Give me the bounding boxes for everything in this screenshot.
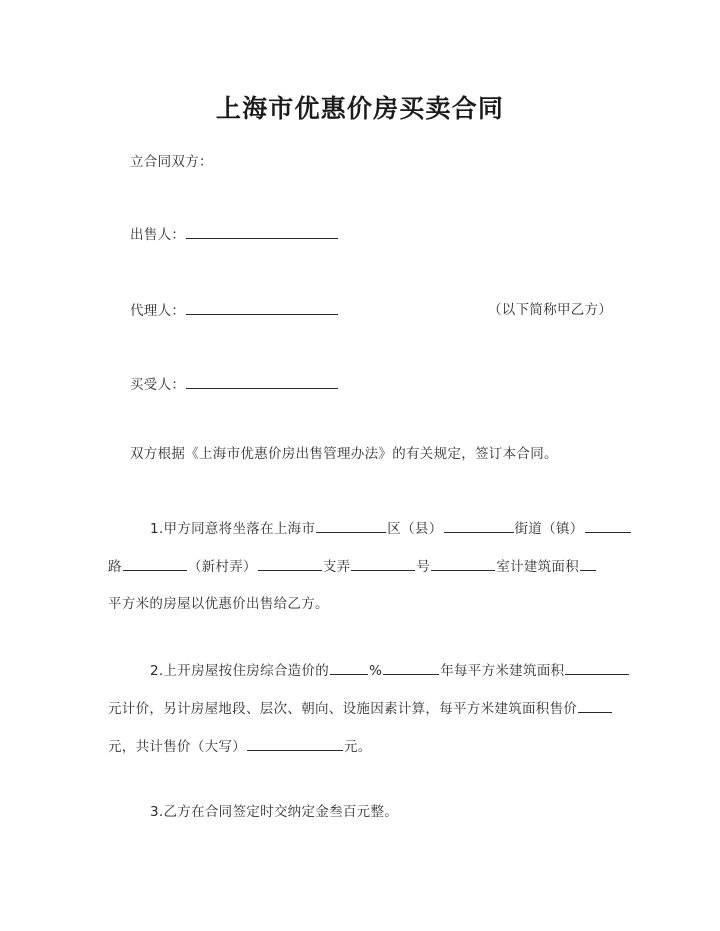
clause-1-text-b: 区（县） bbox=[387, 521, 443, 538]
clause-1-line-1 bbox=[130, 518, 632, 540]
clause-2-line-3 bbox=[108, 736, 372, 758]
clause-1-room-blank[interactable] bbox=[431, 556, 495, 571]
buyer-blank[interactable] bbox=[186, 374, 338, 389]
clause-2-text-e: 元，共计售价（大写） bbox=[108, 739, 246, 756]
clause-2-year-blank[interactable] bbox=[383, 660, 439, 675]
clause-3-line-1 bbox=[130, 802, 398, 823]
clause-2-text-pct: % bbox=[369, 663, 383, 680]
clause-2-text-f: 元。 bbox=[344, 739, 372, 756]
seller-blank[interactable] bbox=[186, 224, 338, 239]
clause-1-road-blank[interactable] bbox=[585, 518, 631, 533]
clause-1-number: 1. bbox=[150, 521, 164, 538]
clause-2-unitprice-blank[interactable] bbox=[565, 660, 629, 675]
clause-1-number-blank[interactable] bbox=[351, 556, 415, 571]
clause-1-text-closing: 平方米的房屋以优惠价出售给乙方。 bbox=[108, 596, 329, 612]
clause-1-line-2 bbox=[108, 556, 597, 578]
clause-2-text-c: 年每平方米建筑面积 bbox=[440, 663, 565, 680]
clause-3-text: 乙方在合同签定时交纳定金叁百元整。 bbox=[163, 804, 399, 820]
seller-field-row bbox=[130, 224, 339, 246]
agent-note-text: （以下简称甲乙方） bbox=[488, 302, 613, 318]
clause-1-text-lane: 支弄 bbox=[322, 559, 351, 576]
lead-text: 立合同双方： bbox=[130, 154, 213, 170]
buyer-label: 买受人： bbox=[130, 377, 186, 394]
legal-basis-paragraph bbox=[130, 444, 558, 465]
clause-2-saleprice-blank[interactable] bbox=[578, 698, 612, 713]
clause-1-district-blank[interactable] bbox=[316, 518, 386, 533]
clause-2-number: 2. bbox=[150, 663, 164, 680]
clause-1-village-blank[interactable] bbox=[123, 556, 187, 571]
lead-line bbox=[130, 152, 213, 173]
agent-blank[interactable] bbox=[186, 300, 338, 315]
clause-2-percent-blank[interactable] bbox=[330, 660, 368, 675]
clause-3-number: 3. bbox=[150, 804, 164, 820]
clause-1-text-c: 街道（镇） bbox=[514, 521, 584, 538]
clause-1-area-blank[interactable] bbox=[580, 556, 596, 571]
clause-1-text-number: 号 bbox=[416, 559, 431, 576]
clause-1-lane-blank[interactable] bbox=[258, 556, 322, 571]
seller-label: 出售人： bbox=[130, 227, 186, 244]
clause-2-line-2 bbox=[108, 698, 613, 720]
clause-2-text-d: 元计价，另计房屋地段、层次、朝向、设施因素计算，每平方米建筑面积售价 bbox=[108, 701, 578, 718]
clause-2-text-a: 上开房屋按住房综合造价的 bbox=[163, 663, 330, 680]
agent-label: 代理人： bbox=[130, 303, 186, 320]
page-title: 上海市优惠价房买卖合同 bbox=[215, 93, 505, 123]
buyer-field-row bbox=[130, 374, 339, 396]
legal-basis-text: 双方根据《上海市优惠价房出售管理办法》的有关规定，签订本合同。 bbox=[130, 446, 558, 462]
clause-1-street-blank[interactable] bbox=[444, 518, 514, 533]
clause-1-text-road: 路 bbox=[108, 559, 122, 576]
agent-note bbox=[488, 300, 612, 321]
clause-1-text-a: 甲方同意将坐落在上海市 bbox=[163, 521, 316, 538]
clause-1-text-village: （新村弄） bbox=[187, 559, 257, 576]
clause-2-line-1 bbox=[130, 660, 630, 682]
agent-field-row bbox=[130, 300, 339, 322]
clause-1-line-3 bbox=[108, 594, 329, 615]
clause-1-text-area: 室计建筑面积 bbox=[496, 559, 580, 576]
clause-2-total-blank[interactable] bbox=[247, 736, 343, 751]
